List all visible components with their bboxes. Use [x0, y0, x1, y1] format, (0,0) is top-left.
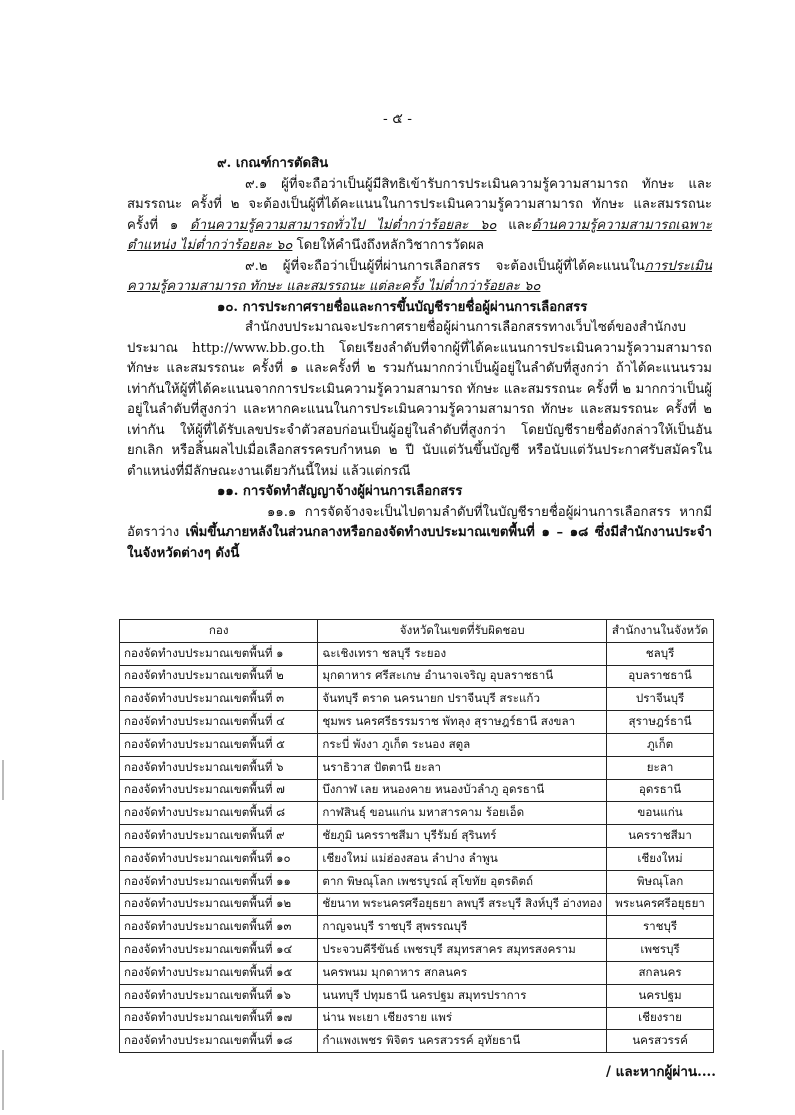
cell-office: ขอนแก่น: [607, 802, 714, 825]
cell-office: ยะลา: [607, 756, 714, 779]
section-10-heading: ๑๐. การประกาศรายชื่อและการขึ้นบัญชีรายชื่อผู้ผ่านการเลือกสรร: [217, 299, 588, 315]
section-11-heading: ๑๑. การจัดทำสัญญาจ้างผู้ผ่านการเลือกสรร: [217, 484, 463, 499]
section-9-2-lead: ๙.๒ ผู้ที่จะถือว่าเป็นผู้ที่ผ่านการเลือกสรร จะต้องเป็นผู้ที่ได้คะแนนใน: [245, 258, 645, 274]
cell-division: กองจัดทำงบประมาณเขตพื้นที่ ๔: [120, 711, 318, 734]
scan-edge-mark: [2, 760, 4, 800]
cell-office: พระนครศรีอยุธยา: [607, 893, 714, 916]
cell-division: กองจัดทำงบประมาณเขตพื้นที่ ๑๒: [120, 893, 318, 916]
cell-office: อุบลราชธานี: [607, 665, 714, 688]
continuation-note: / และหากผู้ผ่าน....: [606, 1064, 716, 1080]
cell-office: ราชบุรี: [607, 916, 714, 939]
section-9-2-criteria: การประเมินความรู้ความสามารถ ทักษะ และสมรรถนะ แต่ละครั้ง ไม่ต่ำกว่าร้อยละ ๖๐: [127, 258, 712, 294]
table-row: [120, 870, 714, 893]
cell-office: นครสวรรค์: [607, 1030, 714, 1053]
table-row: [120, 939, 714, 962]
section-9-1-tail: โดยให้คำนึงถึงหลักวิชาการวัดผล: [296, 238, 484, 253]
header-provinces: จังหวัดในเขตที่รับผิดชอบ: [318, 620, 607, 643]
cell-division: กองจัดทำงบประมาณเขตพื้นที่ ๑๔: [120, 939, 318, 962]
page-number: - ๕ -: [383, 111, 412, 127]
section-9-heading: ๙. เกณฑ์การตัดสิน: [217, 156, 329, 171]
section-9-2-paragraph: [127, 257, 712, 298]
table-row: [120, 961, 714, 984]
cell-division: กองจัดทำงบประมาณเขตพื้นที่ ๓: [120, 688, 318, 711]
cell-office: สุราษฎร์ธานี: [607, 711, 714, 734]
cell-office: เพชรบุรี: [607, 939, 714, 962]
cell-provinces: นราธิวาส ปัตตานี ยะลา: [318, 756, 607, 779]
table-row: [120, 711, 714, 734]
cell-provinces: จันทบุรี ตราด นครนายก ปราจีนบุรี สระแก้ว: [318, 688, 607, 711]
cell-provinces: ชัยภูมิ นครราชสีมา บุรีรัมย์ สุรินทร์: [318, 825, 607, 848]
header-division: กอง: [120, 620, 318, 643]
table-row: [120, 1007, 714, 1030]
cell-provinces: น่าน พะเยา เชียงราย แพร่: [318, 1007, 607, 1030]
header-office: สำนักงานในจังหวัด: [607, 620, 714, 643]
section-9-1-and: และ: [508, 217, 532, 233]
cell-office: เชียงใหม่: [607, 847, 714, 870]
cell-office: ปราจีนบุรี: [607, 688, 714, 711]
table-row: [120, 916, 714, 939]
table-row: [120, 1030, 714, 1053]
section-11-1-lead: ๑๑.๑ การจัดจ้างจะเป็นไปตามลำดับที่ในบัญชีรายชื่อผู้ผ่านการเลือกสรร หากมีอัตราว่าง: [127, 504, 712, 540]
cell-office: ภูเก็ต: [607, 733, 714, 756]
table-row: [120, 825, 714, 848]
cell-division: กองจัดทำงบประมาณเขตพื้นที่ ๑๐: [120, 847, 318, 870]
cell-office: พิษณุโลก: [607, 870, 714, 893]
section-11-1-bold: เพิ่มขึ้นภายหลังในส่วนกลางหรือกองจัดทำงบประมาณเขตพื้นที่ ๑ – ๑๘ ซึ่งมีสำนักงานประจำในจังหวัดต่างๆ ดังนี้: [127, 525, 712, 561]
table-row: [120, 756, 714, 779]
cell-provinces: เชียงใหม่ แม่ฮ่องสอน ลำปาง ลำพูน: [318, 847, 607, 870]
table-row: [120, 642, 714, 665]
section-10-body: สำนักงบประมาณจะประกาศรายชื่อผู้ผ่านการเลือกสรรทางเว็บไซต์ของสำนักงบประมาณ http://www.bb.go.th โดยเรียงลำดับที่จากผู้ที่ได้คะแนนการประเมินความรู้ความสามารถ ทักษะ และสมรรถนะ ครั้งที่ ๑ และครั้งที่ ๒ รวมกันมากกว่าเป็นผู้อยู่ในลำดับที่สูงกว่า ถ้าได้คะแนนรวมเท่ากันให้ผู้ที่ได้คะแนนจากการประเมินความรู้ความสามารถ ทักษะ และสมรรถนะ ครั้งที่ ๒ มากกว่าเป็นผู้อยู่ในลำดับที่สูงกว่า และหากคะแนนในการประเมินความรู้ความสามารถ ทักษะ และสมรรถนะ ครั้งที่ ๒ เท่ากัน ให้ผู้ที่ได้รับเลขประจำตัวสอบก่อนเป็นผู้อยู่ในลำดับที่สูงกว่า โดยบัญชีรายชื่อดังกล่าวให้เป็นอันยกเลิก หรือสิ้นผลไปเมื่อเลือกสรรครบกำหนด ๒ ปี นับแต่วันขึ้นบัญชี หรือนับแต่วันประกาศรับสมัครในตำแหน่งที่มีลักษณะงานเดียวกันนี้ใหม่ แล้วแต่กรณี: [127, 320, 712, 479]
cell-division: กองจัดทำงบประมาณเขตพื้นที่ ๑: [120, 642, 318, 665]
cell-provinces: กำแพงเพชร พิจิตร นครสวรรค์ อุทัยธานี: [318, 1030, 607, 1053]
cell-office: เชียงราย: [607, 1007, 714, 1030]
cell-provinces: ฉะเชิงเทรา ชลบุรี ระยอง: [318, 642, 607, 665]
cell-division: กองจัดทำงบประมาณเขตพื้นที่ ๖: [120, 756, 318, 779]
cell-provinces: ประจวบคีรีขันธ์ เพชรบุรี สมุทรสาคร สมุทรสงคราม: [318, 939, 607, 962]
regional-offices-table: [119, 619, 714, 1053]
table-row: [120, 688, 714, 711]
section-9-1-specific-criteria: ด้านความรู้ความสามารถเฉพาะตำแหน่ง ไม่ต่ำกว่าร้อยละ ๖๐: [127, 217, 712, 253]
cell-provinces: กระบี่ พังงา ภูเก็ต ระนอง สตูล: [318, 733, 607, 756]
cell-division: กองจัดทำงบประมาณเขตพื้นที่ ๘: [120, 802, 318, 825]
section-11-1-paragraph: [127, 503, 712, 565]
cell-division: กองจัดทำงบประมาณเขตพื้นที่ ๗: [120, 779, 318, 802]
cell-provinces: นนทบุรี ปทุมธานี นครปฐม สมุทรปราการ: [318, 984, 607, 1007]
cell-provinces: นครพนม มุกดาหาร สกลนคร: [318, 961, 607, 984]
table-header-row: [120, 620, 714, 643]
cell-division: กองจัดทำงบประมาณเขตพื้นที่ ๕: [120, 733, 318, 756]
cell-provinces: บึงกาฬ เลย หนองคาย หนองบัวลำภู อุดรธานี: [318, 779, 607, 802]
cell-provinces: ชัยนาท พระนครศรีอยุธยา ลพบุรี สระบุรี สิงห์บุรี อ่างทอง: [318, 893, 607, 916]
cell-office: สกลนคร: [607, 961, 714, 984]
section-9-1-general-criteria: ด้านความรู้ความสามารถทั่วไป ไม่ต่ำกว่าร้อยละ ๖๐: [190, 217, 497, 233]
table-row: [120, 779, 714, 802]
cell-provinces: ตาก พิษณุโลก เพชรบูรณ์ สุโขทัย อุตรดิตถ์: [318, 870, 607, 893]
section-9-1-lead: ๙.๑ ผู้ที่จะถือว่าเป็นผู้มีสิทธิเข้ารับการประเมินความรู้ความสามารถ ทักษะ และสมรรถนะ ครั้งที่ ๒ จะต้องเป็นผู้ที่ได้คะแนนในการประเมินความรู้ความสามารถ ทักษะ และสมรรถนะ ครั้งที่ ๑: [127, 176, 712, 233]
cell-office: นครราชสีมา: [607, 825, 714, 848]
cell-division: กองจัดทำงบประมาณเขตพื้นที่ ๒: [120, 665, 318, 688]
cell-office: ชลบุรี: [607, 642, 714, 665]
cell-provinces: มุกดาหาร ศรีสะเกษ อำนาจเจริญ อุบลราชธานี: [318, 665, 607, 688]
cell-division: กองจัดทำงบประมาณเขตพื้นที่ ๑๖: [120, 984, 318, 1007]
cell-provinces: กาฬสินธุ์ ขอนแก่น มหาสารคาม ร้อยเอ็ด: [318, 802, 607, 825]
scan-edge-mark: [2, 1050, 4, 1110]
document-body: [127, 154, 712, 564]
cell-division: กองจัดทำงบประมาณเขตพื้นที่ ๑๘: [120, 1030, 318, 1053]
cell-division: กองจัดทำงบประมาณเขตพื้นที่ ๑๓: [120, 916, 318, 939]
table-row: [120, 984, 714, 1007]
cell-division: กองจัดทำงบประมาณเขตพื้นที่ ๑๕: [120, 961, 318, 984]
cell-division: กองจัดทำงบประมาณเขตพื้นที่ ๑๑: [120, 870, 318, 893]
cell-provinces: กาญจนบุรี ราชบุรี สุพรรณบุรี: [318, 916, 607, 939]
cell-division: กองจัดทำงบประมาณเขตพื้นที่ ๙: [120, 825, 318, 848]
cell-division: กองจัดทำงบประมาณเขตพื้นที่ ๑๗: [120, 1007, 318, 1030]
table-row: [120, 893, 714, 916]
table-row: [120, 802, 714, 825]
cell-provinces: ชุมพร นครศรีธรรมราช พัทลุง สุราษฎร์ธานี สงขลา: [318, 711, 607, 734]
table-row: [120, 733, 714, 756]
cell-office: นครปฐม: [607, 984, 714, 1007]
table-row: [120, 847, 714, 870]
cell-office: อุดรธานี: [607, 779, 714, 802]
section-9-1-paragraph: [127, 175, 712, 257]
table-row: [120, 665, 714, 688]
